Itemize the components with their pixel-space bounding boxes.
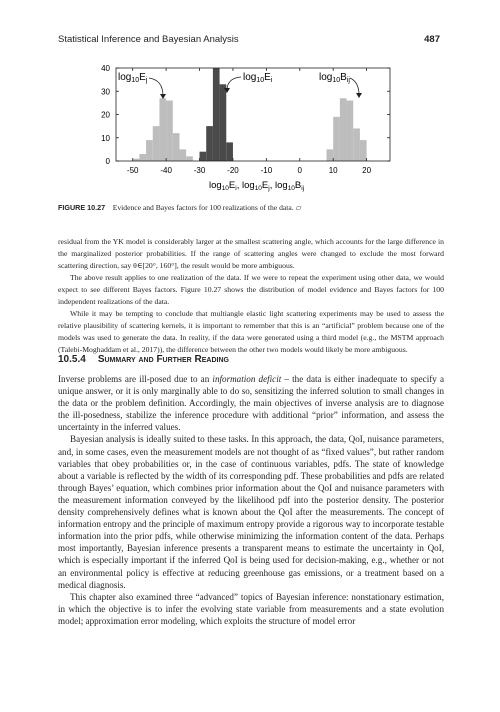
histogram-bar	[220, 84, 227, 161]
paragraph: Bayesian analysis is ideally suited to these tasks. In this approach, the data, QoI, nuisance parameters, and, in some cases, even the measurement models are not thought of as “fixed values”, but rather random variables that obey probabilities or, in the case of continuous variables, pdfs. The state of knowledge about a variable is reflected by the width of its corresponding pdf. These probabilities and pdfs are related through Bayes’ equation, which combines prior information about the QoI and nuisance parameters with the measurement information conveyed by the likelihood pdf into the posterior density. The posterior density comprehensively defines what is known about the QoI after the measurements. The concept of information entropy and the principle of maximum entropy provide a rigorous way to incorporate testable information into the prior pdfs, while otherwise minimizing the information content of the data. Perhaps most importantly, Bayesian inference presents a transparent means to estimate the uncertainty in QoI, which is especially important if the inferred QoI is being used for decision-making, e.g., whether or not an environmental policy is effective at reducing greenhouse gas emissions, or a treatment based on a medical diagnosis.	[58, 434, 444, 590]
y-tick-label: 10	[101, 133, 110, 143]
x-tick-label: -20	[227, 166, 239, 175]
histogram-bar	[166, 101, 173, 161]
y-tick-label: 20	[101, 110, 110, 120]
legend-label-bij: $\log_{10}B_{ij}$	[319, 72, 350, 84]
histogram-chart	[58, 58, 398, 198]
legend-label-ej: $\log_{10}E_j$	[118, 72, 148, 84]
arrow-ej	[149, 78, 163, 96]
x-tick-label: -30	[193, 166, 206, 175]
histogram-bar	[333, 117, 340, 161]
arrowhead-bij	[356, 93, 362, 98]
paragraph: While it may be tempting to conclude that multiangle elastic light scattering experiments may be used to assess the relative plausibility of scattering kernels, it is important to remember that this is an “artificial” problem because one of the models was used to generate the data. In reality, if the data were generated using a third model (e.g., the MSTM approach (Talebi-Moghaddam et al., 2017)), the difference between the other two models would likely be more ambiguous.	[58, 309, 444, 354]
emphasis: information deficit	[212, 374, 282, 384]
x-axis-label: $\log_{10}E_i$, $\log_{10}E_j$, $\log_{10}B_{ij}$	[209, 180, 305, 192]
paragraph: This chapter also examined three “advanced” topics of Bayesian inference: nonstationary estimation, in which the objective is to infer the evolving state variable from measurements and a state evolution model; approximation error modeling, which exploits the structure of model error	[58, 591, 444, 626]
running-title: Statistical Inference and Bayesian Analysis	[58, 34, 239, 45]
y-tick-label: 0	[105, 157, 110, 166]
text-run: – the data is either inadequate to specify a unique answer, or it is only marginally able to do so, sensitizing the inferred solution to small changes in the data or the problem definition. Accordingly, the main objectives of inverse analysis are to diagnose the ill-posedness, stabilize the inference procedure with additional “prior” information, and assess the uncertainty in the inferred values.	[58, 374, 444, 433]
histogram-bar	[200, 152, 207, 161]
text-run: Inverse problems are ill-posed due to an	[58, 374, 213, 384]
x-tick-label: -40	[160, 166, 172, 175]
histogram-bar	[173, 133, 180, 161]
histogram-bar	[159, 98, 166, 161]
figure-caption	[58, 203, 448, 212]
histogram-bar	[347, 101, 354, 161]
arrow-bij	[350, 78, 359, 95]
y-tick-label: 30	[101, 87, 110, 97]
section-body	[58, 373, 444, 627]
histogram-bar	[360, 140, 367, 161]
histogram-bar	[186, 156, 193, 161]
histogram-bar	[213, 68, 220, 161]
histogram-bar	[179, 149, 186, 161]
section-number: 10.5.4	[58, 354, 86, 365]
histogram-bar	[340, 98, 347, 161]
page-number: 487	[424, 34, 440, 45]
x-tick-label: -50	[126, 166, 139, 175]
intro-text	[58, 236, 444, 356]
x-tick-label: 10	[328, 166, 338, 175]
histogram-bar	[226, 142, 233, 161]
x-tick-label: 20	[362, 166, 372, 175]
paragraph: The above result applies to one realization of the data. If we were to repeat the experiment using other data, we would expect to see different Bayes factors. Figure 10.27 shows the distribution of model evidence and Bayes factors for 100 independent realizations of the data.	[58, 273, 444, 306]
histogram-bar	[327, 149, 334, 161]
histogram-bar	[139, 154, 146, 161]
paragraph	[58, 373, 444, 433]
section-title: Summary and Further Reading	[97, 354, 229, 365]
figure-caption-text: Evidence and Bayes factors for 100 realizations of the data.	[112, 203, 294, 212]
end-of-example-icon: ▱	[295, 203, 302, 212]
histogram-bar	[146, 140, 153, 161]
paragraph: residual from the YK model is considerably larger at the smallest scattering angle, which accounts for the large difference in the marginalized posterior probabilities. If the range of scattering angles were changed to exclude the most forward scattering direction, say θ∈[20°, 160°], the result would be more ambiguous.	[58, 237, 444, 270]
arrow-ei	[227, 77, 241, 89]
histogram-bar	[153, 126, 160, 161]
histogram-bar	[206, 126, 213, 161]
x-tick-label: 0	[297, 166, 303, 175]
y-tick-label: 40	[101, 64, 110, 73]
x-tick-label: -10	[260, 166, 273, 175]
legend-label-ei: $\log_{10}E_i$	[243, 72, 273, 84]
section-heading	[58, 354, 229, 365]
histogram-bar	[353, 128, 360, 161]
figure-label: FIGURE 10.27	[58, 203, 106, 212]
